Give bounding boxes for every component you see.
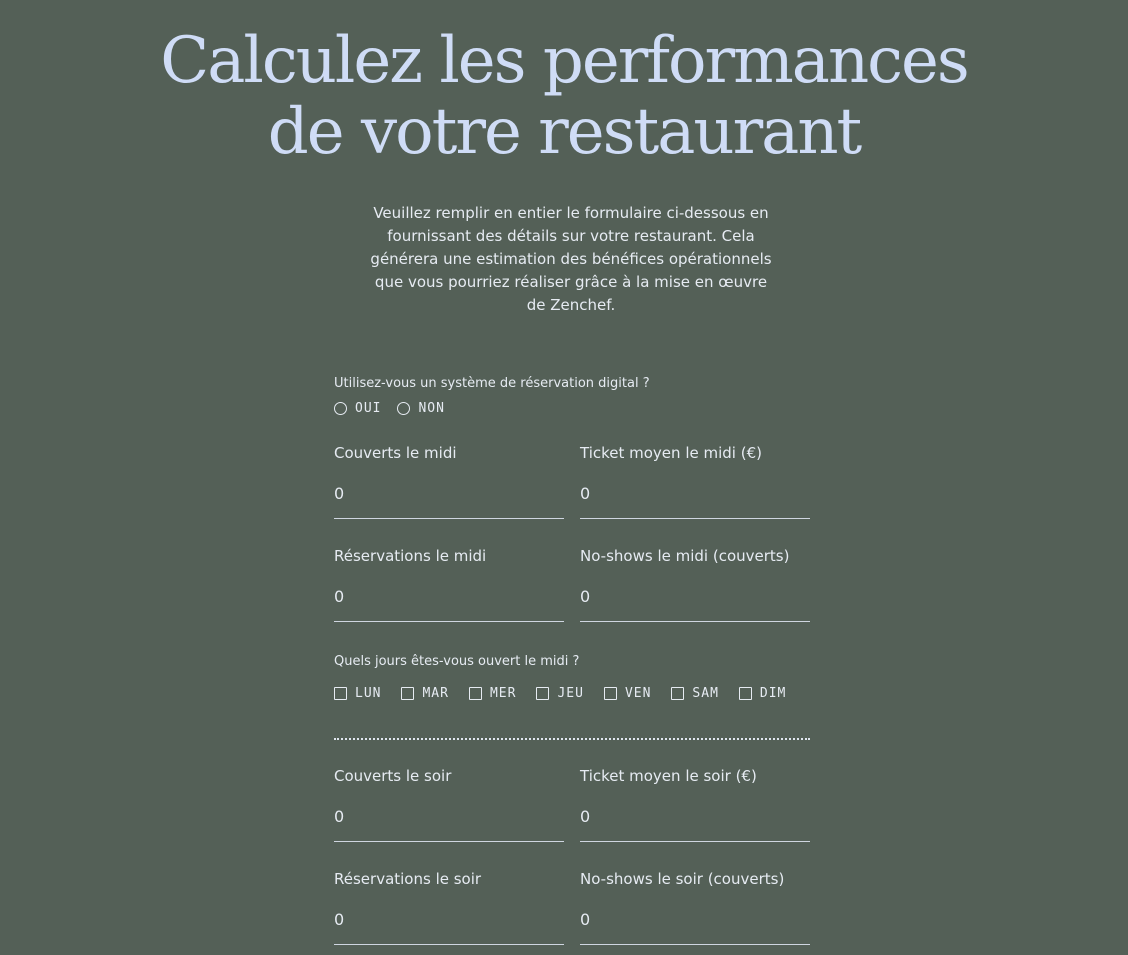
radio-non-label: NON (418, 401, 445, 416)
day-checkbox-mar[interactable] (401, 686, 448, 701)
days-midi-options (334, 686, 786, 701)
radio-oui-label: OUI (355, 401, 382, 416)
covers-midi-label: Couverts le midi (334, 444, 457, 462)
day-checkbox-mer[interactable] (469, 686, 516, 701)
reservations-soir-label: Réservations le soir (334, 870, 482, 888)
day-label: VEN (624, 686, 652, 701)
checkbox-icon[interactable] (604, 687, 617, 700)
covers-soir-input[interactable] (334, 802, 564, 842)
day-label: MAR (422, 686, 449, 701)
checkbox-icon[interactable] (536, 687, 549, 700)
noshows-midi-field (580, 546, 810, 622)
day-checkbox-jeu[interactable] (536, 686, 583, 701)
page-title-line-2: de votre restaurant (267, 95, 861, 169)
covers-midi-input[interactable] (334, 479, 564, 519)
ticket-soir-field (580, 766, 810, 842)
digital-system-question: Utilisez-vous un système de réservation digital ? (334, 376, 650, 391)
ticket-soir-input[interactable] (580, 802, 810, 842)
noshows-midi-input[interactable] (580, 582, 810, 622)
day-label: SAM (692, 686, 719, 701)
section-divider (334, 738, 810, 740)
days-midi-question: Quels jours êtes-vous ouvert le midi ? (334, 654, 580, 669)
radio-circle-icon[interactable] (397, 402, 410, 415)
reservations-soir-field (334, 869, 564, 945)
reservations-midi-input[interactable] (334, 582, 564, 622)
calculator-form (334, 0, 810, 955)
radio-circle-icon[interactable] (334, 402, 347, 415)
digital-system-options (334, 401, 445, 416)
checkbox-icon[interactable] (401, 687, 414, 700)
noshows-soir-label: No-shows le soir (couverts) (580, 870, 785, 888)
noshows-soir-field (580, 869, 810, 945)
ticket-midi-label: Ticket moyen le midi (€) (580, 444, 762, 462)
noshows-midi-label: No-shows le midi (couverts) (580, 547, 790, 565)
reservations-soir-input[interactable] (334, 905, 564, 945)
day-checkbox-ven[interactable] (604, 686, 651, 701)
day-checkbox-lun[interactable] (334, 686, 381, 701)
day-label: DIM (759, 686, 787, 701)
day-label: LUN (355, 686, 382, 701)
reservations-midi-label: Réservations le midi (334, 547, 487, 565)
ticket-midi-field (580, 443, 810, 519)
radio-oui[interactable] (334, 401, 381, 416)
checkbox-icon[interactable] (469, 687, 482, 700)
radio-non[interactable] (397, 401, 444, 416)
page-title-line-1: Calculez les performances (160, 24, 968, 98)
intro-text: Veuillez remplir en entier le formulaire ci-dessous en fournissant des détails sur votre restaurant. Cela générera une estimation des bénéfices opérationnels que vous pourriez réaliser grâce à la mise en œuvre de Zenchef. (370, 204, 772, 314)
covers-midi-field (334, 443, 564, 519)
checkbox-icon[interactable] (739, 687, 752, 700)
noshows-soir-input[interactable] (580, 905, 810, 945)
covers-soir-field (334, 766, 564, 842)
checkbox-icon[interactable] (334, 687, 347, 700)
ticket-soir-label: Ticket moyen le soir (€) (580, 767, 757, 785)
day-label: MER (489, 686, 517, 701)
ticket-midi-input[interactable] (580, 479, 810, 519)
day-label: JEU (557, 686, 584, 701)
reservations-midi-field (334, 546, 564, 622)
covers-soir-label: Couverts le soir (334, 767, 452, 785)
day-checkbox-dim[interactable] (739, 686, 786, 701)
day-checkbox-sam[interactable] (671, 686, 718, 701)
checkbox-icon[interactable] (671, 687, 684, 700)
